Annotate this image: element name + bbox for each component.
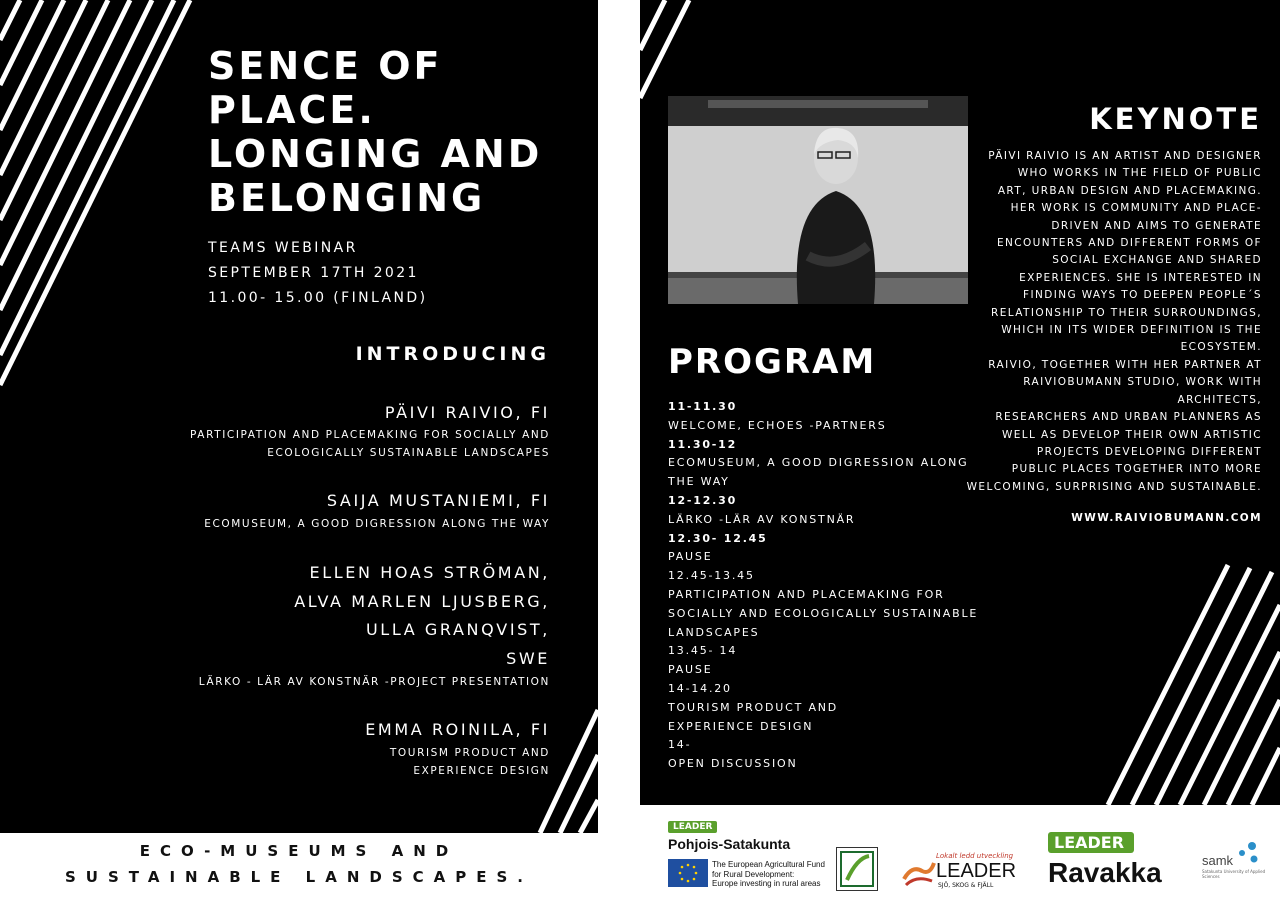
- keynote-line: RESEARCHERS AND URBAN PLANNERS AS: [995, 411, 1262, 424]
- program-item: PAUSE: [668, 550, 713, 564]
- website-link[interactable]: WWW.RAIVIOBUMANN.COM: [1071, 512, 1262, 524]
- keynote-line: ENCOUNTERS AND DIFFERENT FORMS OF: [996, 237, 1262, 250]
- samk-logo: samk: [1202, 853, 1234, 868]
- keynote-line: EXPERIENCES. SHE IS INTERESTED IN: [1019, 271, 1262, 284]
- footer-tagline: [0, 833, 598, 904]
- speaker-topic: EXPERIENCE DESIGN: [413, 765, 550, 777]
- program-item: 12.45-13.45: [668, 569, 755, 583]
- pohjois-satakunta-logo: Pohjois-Satakunta: [668, 836, 791, 852]
- keynote-line: PROJECTS DEVELOPING DIFFERENT: [1036, 445, 1262, 458]
- sjo-tagline: Lokalt ledd utveckling: [936, 852, 1014, 860]
- keynote-line: ECOSYSTEM.: [1180, 341, 1262, 354]
- event-time: 11.00- 15.00 (FINLAND): [208, 290, 428, 306]
- leader-badge-small: LEADER: [668, 821, 717, 833]
- hands-icon: [902, 857, 936, 887]
- program-item: PARTICIPATION AND PLACEMAKING FOR: [668, 587, 945, 601]
- program-heading: PROGRAM: [668, 342, 877, 382]
- program-item: LÄRKO -LÄR AV KONSTNÄR: [668, 512, 856, 526]
- speaker-topic: LÄRKO - LÄR AV KONSTNÄR -PROJECT PRESENTATION: [198, 676, 550, 688]
- keynote-heading: KEYNOTE: [1089, 102, 1262, 136]
- footer-line: SUSTAINABLE LANDSCAPES.: [64, 868, 533, 886]
- ravakka-logo: Ravakka: [1048, 857, 1162, 888]
- ravakka-leader-badge: LEADER: [1048, 832, 1134, 853]
- program-item: WELCOME, ECHOES -PARTNERS: [668, 418, 887, 432]
- keynote-line: WHO WORKS IN THE FIELD OF PUBLIC: [1017, 167, 1262, 180]
- speaker-name: SAIJA MUSTANIEMI, FI: [326, 491, 550, 510]
- program-item: LANDSCAPES: [668, 625, 760, 639]
- sjo-leader-logo: LEADER: [936, 860, 1017, 882]
- speaker-photo: [668, 96, 968, 304]
- program-time: 11-11.30: [668, 400, 738, 413]
- program-item: TOURISM PRODUCT AND: [668, 700, 839, 714]
- speaker-name: ULLA GRANQVIST,: [366, 620, 550, 639]
- keynote-line: DRIVEN AND AIMS TO GENERATE: [1051, 219, 1262, 232]
- webinar-label: TEAMS WEBINAR: [208, 240, 358, 256]
- footer-line: ECO-MUSEUMS AND: [139, 842, 459, 860]
- keynote-line: FINDING WAYS TO DEEPEN PEOPLE´S: [1023, 289, 1262, 302]
- program-list: [668, 398, 979, 774]
- program-item: PAUSE: [668, 663, 713, 677]
- speaker-topic: TOURISM PRODUCT AND: [389, 747, 550, 759]
- speaker-name: PÄIVI RAIVIO, FI: [384, 403, 550, 422]
- keynote-line: SOCIAL EXCHANGE AND SHARED: [1052, 254, 1262, 267]
- speaker-portrait-image: [668, 96, 968, 304]
- program-item: EXPERIENCE DESIGN: [668, 719, 814, 733]
- program-item: 14-14.20: [668, 681, 732, 695]
- program-time: 12-12.30: [668, 493, 738, 507]
- keynote-line: WELL AS DEVELOP THEIR OWN ARTISTIC: [1001, 428, 1262, 441]
- introducing-heading: INTRODUCING: [355, 343, 550, 365]
- eafrd-text: [712, 860, 825, 889]
- eafrd-line: for Rural Development:: [712, 869, 795, 879]
- eafrd-line: The European Agricultural Fund: [712, 860, 825, 869]
- left-poster: [0, 0, 598, 833]
- speaker-topic: ECOLOGICALLY SUSTAINABLE LANDSCAPES: [267, 447, 550, 459]
- keynote-line: HER WORK IS COMMUNITY AND PLACE-: [1010, 202, 1262, 215]
- program-item: OPEN DISCUSSION: [668, 757, 798, 771]
- leader-emblem-icon: [836, 847, 878, 891]
- sjo-subtitle: SJÖ, SKOG & FJÄLL: [938, 882, 994, 889]
- speaker-name: ALVA MARLEN LJUSBERG,: [294, 592, 550, 611]
- keynote-line: PÄIVI RAIVIO IS AN ARTIST AND DESIGNER: [988, 150, 1262, 162]
- keynote-bio: [962, 148, 1262, 496]
- speaker-name: EMMA ROINILA, FI: [365, 720, 550, 739]
- eafrd-line: Europe investing in rural areas: [712, 879, 821, 888]
- keynote-line: ART, URBAN DESIGN AND PLACEMAKING.: [997, 184, 1262, 197]
- right-poster: [640, 0, 1280, 805]
- program-time: 11.30-12: [668, 437, 738, 451]
- speaker-topic: ECOMUSEUM, A GOOD DIGRESSION ALONG THE WAY: [204, 518, 550, 530]
- speaker-name: SWE: [506, 649, 550, 668]
- event-date: SEPTEMBER 17TH 2021: [208, 265, 419, 281]
- keynote-line: WHICH IN ITS WIDER DEFINITION IS THE: [1001, 324, 1262, 337]
- keynote-line: PUBLIC PLACES TOGETHER INTO MORE: [1011, 463, 1262, 476]
- speaker-name: ELLEN HOAS STRÖMAN,: [309, 563, 550, 582]
- program-item: THE WAY: [668, 475, 730, 489]
- keynote-line: WELCOMING, SURPRISING AND SUSTAINABLE.: [966, 480, 1262, 493]
- keynote-line: RAIVIOBUMANN STUDIO, WORK WITH: [1023, 376, 1262, 389]
- program-time: 12.30- 12.45: [668, 531, 768, 545]
- eu-flag-icon: [668, 859, 708, 887]
- sponsor-logo-strip: [640, 805, 1280, 904]
- keynote-line: RAIVIO, TOGETHER WITH HER PARTNER AT: [988, 358, 1262, 371]
- program-item: SOCIALLY AND ECOLOGICALLY SUSTAINABLE: [668, 606, 979, 620]
- program-item: ECOMUSEUM, A GOOD DIGRESSION ALONG: [668, 456, 969, 470]
- keynote-line: ARCHITECTS,: [1177, 393, 1262, 406]
- keynote-line: RELATIONSHIP TO THEIR SURROUNDINGS,: [991, 306, 1262, 319]
- samk-subtitle: Satakunta University of Applied Sciences: [1202, 869, 1266, 879]
- samk-dots-icon: [1234, 841, 1260, 865]
- speaker-topic: PARTICIPATION AND PLACEMAKING FOR SOCIALLY AND: [190, 429, 550, 441]
- event-title: SENCE OF PLACE. LONGING AND BELONGING: [208, 44, 543, 220]
- program-item: 14-: [668, 738, 692, 752]
- program-item: 13.45- 14: [668, 644, 738, 658]
